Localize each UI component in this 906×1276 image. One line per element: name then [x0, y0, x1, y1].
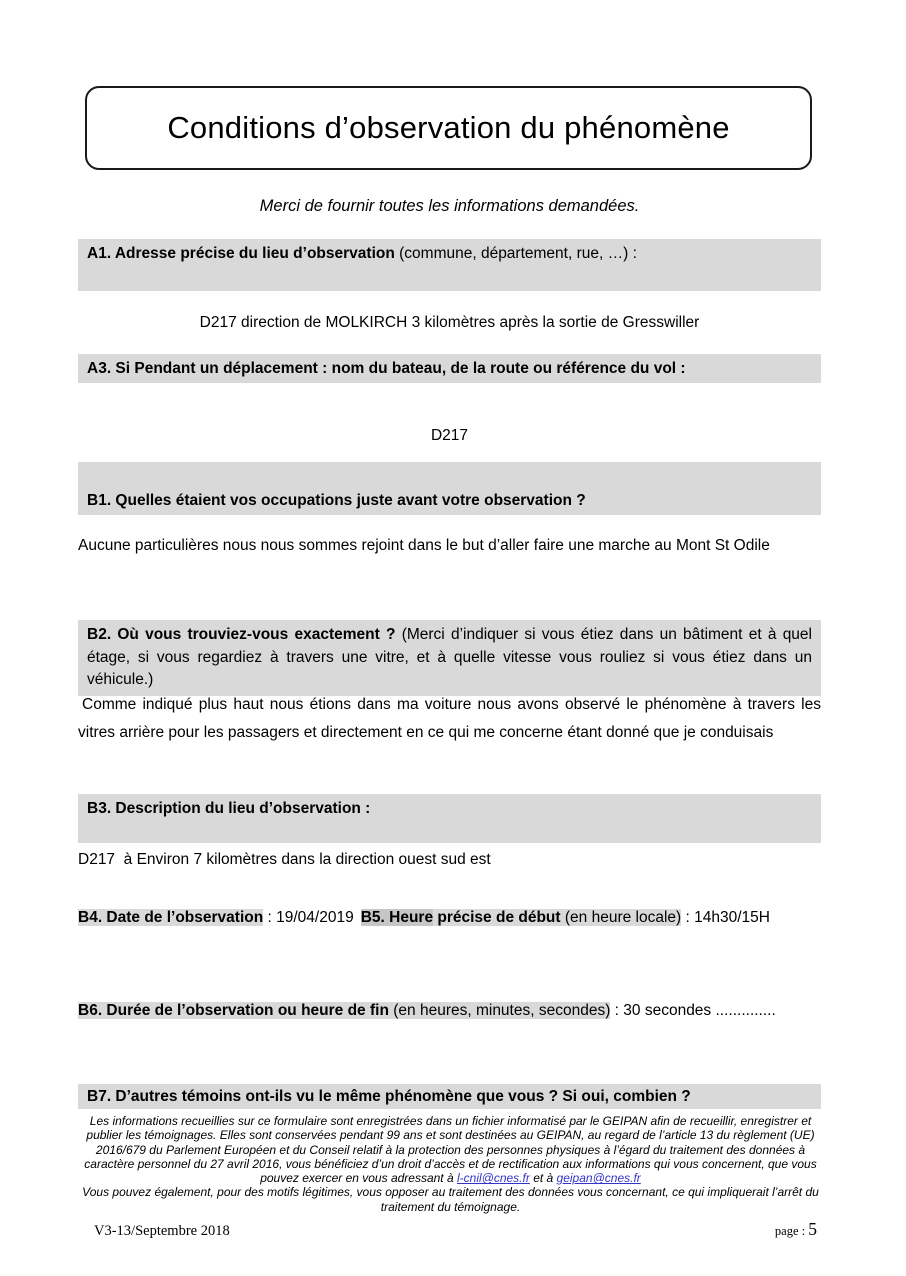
link-cnil-email[interactable]: l-cnil@cnes.fr [456, 1171, 530, 1186]
section-b6-label-hint: (en heures, minutes, secondes) [388, 1002, 611, 1019]
field-b6-separator: : [610, 1002, 624, 1019]
section-b7-label: B7. D’autres témoins ont-ils vu le même phénomène que vous ? Si oui, combien ? [87, 1088, 691, 1105]
section-a3-label: A3. Si Pendant un déplacement : nom du bateau, de la route ou référence du vol : [87, 360, 686, 377]
section-b5-label-2: précise de début [433, 909, 565, 926]
section-b2-label-hint: (Merci d’indiquer si vous étiez dans un bâtiment et à quel étage, si vous regardiez à travers une vitre, et à quelle vitesse vous rouliez si vous étiez dans un véhicule.) [87, 626, 812, 688]
legal-text-1: Les informations recueillies sur ce formulaire sont enregistrées dans un fichier informatisé par le GEIPAN afin de recueillir, enregistrer et publier les témoignages. Elles sont conservées pendant 99 ans et sont destinées au GEIPAN, au regard de l’article 13 du règlement (UE) 2016/679 du Parlement Européen et du Conseil relatif à la protection des personnes physiques à l’égard du traitement des données à caractère personnel du 27 avril 2016, vous bénéficiez d’un droit d’accès et de rectification aux informations qui vous concernent, que vous pouvez exercer en vous adressant à [84, 1114, 817, 1186]
section-b3-label: B3. Description du lieu d’observation : [87, 800, 371, 817]
section-a1-header [78, 239, 821, 291]
field-b6-value: 30 secondes .............. [623, 1002, 776, 1019]
link-geipan-email[interactable]: geipan@cnes.fr [556, 1171, 641, 1186]
section-b1-header [78, 462, 821, 515]
version-label: V3-13/Septembre 2018 [94, 1223, 230, 1239]
section-b7-header [78, 1084, 821, 1109]
field-b4-value: 19/04/2019 [276, 909, 354, 926]
field-b4-separator: : [263, 909, 277, 926]
field-b1-answer: Aucune particulières nous nous sommes rejoint dans le but d’aller faire une marche au Mont St Odile [78, 537, 770, 554]
section-a3-header [78, 354, 821, 383]
legal-paragraph-1 [80, 1114, 821, 1185]
section-b4-label: B4. Date de l’observation [78, 909, 264, 926]
page-number-label: page : [774, 1224, 809, 1238]
legal-text-2: et à [529, 1171, 557, 1186]
field-b5-value: 14h30/15H [694, 909, 770, 926]
field-b2-answer: Comme indiqué plus haut nous étions dans ma voiture nous avons observé le phénomène à travers les vitres arrière pour les passagers et directement en ce qui me concerne étant donné que je conduisais [78, 696, 821, 741]
field-a1-answer: D217 direction de MOLKIRCH 3 kilomètres après la sortie de Gresswiller [199, 314, 700, 331]
field-b3-answer: D217 à Environ 7 kilomètres dans la direction ouest sud est [78, 851, 491, 868]
section-b5-label-hint: (en heure locale) [564, 909, 682, 926]
field-a3-answer: D217 [430, 427, 469, 444]
section-b5-label: B5. Heure [360, 909, 434, 926]
page-footer [78, 1219, 821, 1240]
section-b1-label: B1. Quelles étaient vos occupations juste avant votre observation ? [87, 492, 586, 509]
row-b6 [78, 999, 838, 1023]
page-title: Conditions d’observation du phénomène [167, 110, 730, 145]
section-b2-header [78, 620, 821, 696]
section-a1-label-hint: (commune, département, rue, …) : [394, 245, 637, 262]
section-b3-header [78, 794, 821, 843]
field-b5-separator: : [681, 909, 695, 926]
section-a1-label: A1. Adresse précise du lieu d’observation [87, 245, 395, 262]
row-b4-b5 [78, 906, 838, 930]
form-subtitle: Merci de fournir toutes les informations demandées. [259, 197, 640, 215]
section-b2-label: B2. Où vous trouviez-vous exactement ? [87, 626, 396, 643]
section-b6-label: B6. Durée de l’observation ou heure de fin [78, 1002, 389, 1019]
title-box [85, 86, 812, 170]
legal-paragraph-2: Vous pouvez également, pour des motifs légitimes, vous opposer au traitement des données vous concernant, ce qui impliquerait l’arrêt du traitement du témoignage. [82, 1185, 819, 1214]
legal-notice [80, 1114, 821, 1214]
page-number [775, 1219, 821, 1240]
page-number-value: 5 [808, 1219, 817, 1239]
